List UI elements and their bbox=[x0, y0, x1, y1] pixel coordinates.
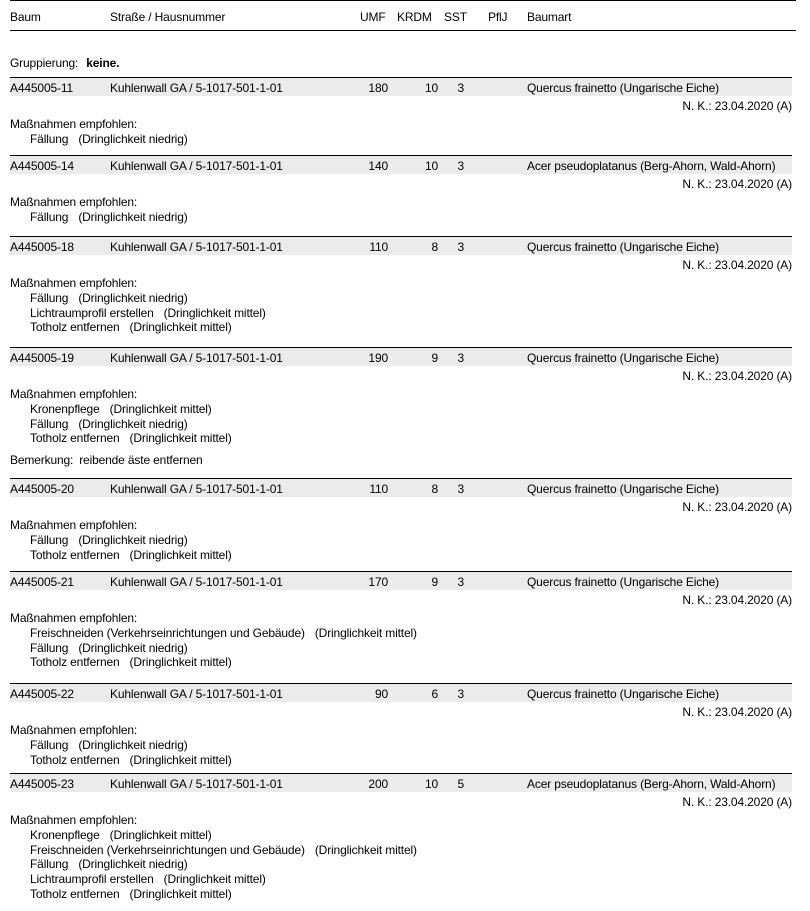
tree-street: Kuhlenwall GA / 5-1017-501-1-01 bbox=[110, 575, 283, 589]
measure-item bbox=[30, 872, 266, 886]
tree-krdm: 10 bbox=[424, 159, 438, 173]
tree-id: A445005-21 bbox=[10, 575, 74, 589]
grouping-label: Gruppierung: bbox=[10, 56, 79, 70]
measure-name: Fällung bbox=[30, 209, 69, 224]
table-row bbox=[10, 773, 792, 792]
measure-name: Totholz entfernen bbox=[30, 320, 120, 335]
tree-sst: 3 bbox=[457, 159, 464, 173]
tree-street: Kuhlenwall GA / 5-1017-501-1-01 bbox=[110, 81, 283, 95]
measure-name: Freischneiden (Verkehrseinrichtungen und Gebäude) bbox=[30, 625, 305, 640]
tree-id: A445005-18 bbox=[10, 240, 74, 254]
measure-item bbox=[30, 887, 232, 901]
measure-urgency: (Dringlichkeit mittel) bbox=[129, 752, 232, 767]
tree-id: A445005-11 bbox=[10, 81, 74, 95]
measure-item bbox=[30, 641, 188, 655]
measure-item bbox=[30, 828, 212, 842]
tree-umf: 180 bbox=[368, 81, 388, 95]
measure-item bbox=[30, 548, 232, 562]
measure-name: Totholz entfernen bbox=[30, 431, 120, 446]
tree-sst: 3 bbox=[457, 575, 464, 589]
tree-species: Quercus frainetto (Ungarische Eiche) bbox=[527, 482, 720, 496]
measure-name: Fällung bbox=[30, 290, 69, 305]
inspection-date: N. K.: 23.04.2020 (A) bbox=[682, 369, 792, 383]
measure-name: Fällung bbox=[30, 737, 69, 752]
tree-krdm: 6 bbox=[431, 687, 438, 701]
measure-urgency: (Dringlichkeit niedrig) bbox=[78, 290, 188, 305]
tree-umf: 190 bbox=[368, 351, 388, 365]
tree-species: Acer pseudoplatanus (Berg-Ahorn, Wald-Ahorn) bbox=[527, 777, 776, 791]
measure-urgency: (Dringlichkeit mittel) bbox=[129, 431, 232, 446]
measure-name: Fällung bbox=[30, 131, 69, 146]
tree-sst: 3 bbox=[457, 81, 464, 95]
grouping-value: keine. bbox=[86, 56, 120, 70]
measure-urgency: (Dringlichkeit niedrig) bbox=[78, 209, 188, 224]
tree-umf: 200 bbox=[368, 777, 388, 791]
tree-street: Kuhlenwall GA / 5-1017-501-1-01 bbox=[110, 159, 283, 173]
tree-species: Quercus frainetto (Ungarische Eiche) bbox=[527, 240, 720, 254]
inspection-date: N. K.: 23.04.2020 (A) bbox=[682, 593, 792, 607]
measure-name: Totholz entfernen bbox=[30, 887, 120, 901]
measure-urgency: (Dringlichkeit mittel) bbox=[129, 547, 232, 562]
measure-urgency: (Dringlichkeit mittel) bbox=[314, 625, 417, 640]
measures-heading: Maßnahmen empfohlen: bbox=[10, 611, 138, 625]
header-krdm: KRDM bbox=[397, 10, 432, 24]
inspection-date: N. K.: 23.04.2020 (A) bbox=[682, 795, 792, 809]
measure-urgency: (Dringlichkeit niedrig) bbox=[78, 737, 188, 752]
measures-heading: Maßnahmen empfohlen: bbox=[10, 518, 138, 532]
measure-item bbox=[30, 655, 232, 669]
measure-item bbox=[30, 753, 232, 767]
grouping-line bbox=[10, 56, 119, 70]
tree-krdm: 8 bbox=[431, 240, 438, 254]
inspection-date: N. K.: 23.04.2020 (A) bbox=[682, 500, 792, 514]
measure-urgency: (Dringlichkeit niedrig) bbox=[78, 416, 188, 431]
tree-umf: 90 bbox=[374, 687, 388, 701]
tree-sst: 5 bbox=[457, 777, 464, 791]
inspection-date: N. K.: 23.04.2020 (A) bbox=[682, 177, 792, 191]
measure-urgency: (Dringlichkeit mittel) bbox=[129, 887, 232, 901]
measure-item bbox=[30, 533, 188, 547]
measure-urgency: (Dringlichkeit niedrig) bbox=[78, 131, 188, 146]
tree-street: Kuhlenwall GA / 5-1017-501-1-01 bbox=[110, 240, 283, 254]
header-baum: Baum bbox=[10, 10, 41, 24]
remark-line bbox=[10, 453, 203, 467]
tree-street: Kuhlenwall GA / 5-1017-501-1-01 bbox=[110, 687, 283, 701]
tree-street: Kuhlenwall GA / 5-1017-501-1-01 bbox=[110, 482, 283, 496]
measure-name: Fällung bbox=[30, 640, 69, 655]
tree-sst: 3 bbox=[457, 351, 464, 365]
tree-species: Quercus frainetto (Ungarische Eiche) bbox=[527, 81, 720, 95]
tree-krdm: 9 bbox=[431, 575, 438, 589]
tree-umf: 110 bbox=[369, 240, 388, 254]
measure-name: Freischneiden (Verkehrseinrichtungen und Gebäude) bbox=[30, 842, 305, 857]
header-strasse: Straße / Hausnummer bbox=[110, 10, 226, 24]
remark-text: reibende äste entfernen bbox=[79, 453, 203, 468]
measure-urgency: (Dringlichkeit mittel) bbox=[129, 320, 232, 335]
tree-sst: 3 bbox=[457, 240, 464, 254]
measure-urgency: (Dringlichkeit niedrig) bbox=[78, 532, 188, 547]
measure-urgency: (Dringlichkeit mittel) bbox=[163, 305, 266, 320]
measures-heading: Maßnahmen empfohlen: bbox=[10, 117, 138, 131]
tree-species: Quercus frainetto (Ungarische Eiche) bbox=[527, 351, 720, 365]
measure-item bbox=[30, 417, 188, 431]
tree-species: Quercus frainetto (Ungarische Eiche) bbox=[527, 687, 720, 701]
tree-species: Quercus frainetto (Ungarische Eiche) bbox=[527, 575, 720, 589]
measure-name: Totholz entfernen bbox=[30, 752, 120, 767]
measures-heading: Maßnahmen empfohlen: bbox=[10, 387, 138, 401]
tree-id: A445005-22 bbox=[10, 687, 74, 701]
table-row bbox=[10, 77, 792, 96]
remark-label: Bemerkung: bbox=[10, 453, 74, 468]
tree-id: A445005-20 bbox=[10, 482, 74, 496]
tree-street: Kuhlenwall GA / 5-1017-501-1-01 bbox=[110, 777, 283, 791]
tree-sst: 3 bbox=[457, 687, 464, 701]
tree-krdm: 9 bbox=[431, 351, 438, 365]
measure-urgency: (Dringlichkeit mittel) bbox=[163, 872, 266, 887]
inspection-date: N. K.: 23.04.2020 (A) bbox=[682, 705, 792, 719]
table-row bbox=[10, 155, 792, 174]
measures-heading: Maßnahmen empfohlen: bbox=[10, 723, 138, 737]
measure-urgency: (Dringlichkeit niedrig) bbox=[78, 640, 188, 655]
measure-item bbox=[30, 738, 188, 752]
header-pflj: PflJ bbox=[488, 10, 508, 24]
measure-urgency: (Dringlichkeit mittel) bbox=[109, 827, 212, 842]
tree-id: A445005-19 bbox=[10, 351, 74, 365]
measures-heading: Maßnahmen empfohlen: bbox=[10, 195, 138, 209]
tree-umf: 140 bbox=[368, 159, 388, 173]
measure-item bbox=[30, 306, 266, 320]
measure-item bbox=[30, 132, 188, 146]
measure-urgency: (Dringlichkeit mittel) bbox=[129, 655, 232, 670]
measure-urgency: (Dringlichkeit mittel) bbox=[314, 842, 417, 857]
measure-name: Totholz entfernen bbox=[30, 655, 120, 670]
measure-name: Fällung bbox=[30, 532, 69, 547]
table-row bbox=[10, 236, 792, 255]
measure-item bbox=[30, 626, 417, 640]
header-baumart: Baumart bbox=[527, 10, 572, 24]
measure-name: Totholz entfernen bbox=[30, 547, 120, 562]
measure-name: Kronenpflege bbox=[30, 827, 100, 842]
tree-street: Kuhlenwall GA / 5-1017-501-1-01 bbox=[110, 351, 283, 365]
measure-urgency: (Dringlichkeit mittel) bbox=[109, 401, 212, 416]
measure-name: Fällung bbox=[30, 857, 69, 872]
tree-species: Acer pseudoplatanus (Berg-Ahorn, Wald-Ahorn) bbox=[527, 159, 776, 173]
measure-item bbox=[30, 402, 212, 416]
tree-krdm: 8 bbox=[431, 482, 438, 496]
measure-item bbox=[30, 210, 188, 224]
measures-heading: Maßnahmen empfohlen: bbox=[10, 813, 138, 827]
table-row bbox=[10, 571, 792, 590]
header-umf: UMF bbox=[360, 10, 386, 24]
measure-name: Lichtraumprofil erstellen bbox=[30, 872, 154, 887]
measure-item bbox=[30, 320, 232, 334]
measures-heading: Maßnahmen empfohlen: bbox=[10, 276, 138, 290]
inspection-date: N. K.: 23.04.2020 (A) bbox=[682, 258, 792, 272]
measure-urgency: (Dringlichkeit niedrig) bbox=[78, 857, 188, 872]
tree-sst: 3 bbox=[457, 482, 464, 496]
tree-id: A445005-14 bbox=[10, 159, 74, 173]
measure-item bbox=[30, 431, 232, 445]
tree-umf: 110 bbox=[369, 482, 388, 496]
measure-name: Kronenpflege bbox=[30, 401, 100, 416]
table-row bbox=[10, 478, 792, 497]
measure-item bbox=[30, 291, 188, 305]
measure-item bbox=[30, 843, 417, 857]
inspection-date: N. K.: 23.04.2020 (A) bbox=[682, 99, 792, 113]
table-row bbox=[10, 347, 792, 366]
tree-krdm: 10 bbox=[424, 81, 438, 95]
header-sst: SST bbox=[444, 10, 467, 24]
table-header bbox=[10, 0, 796, 31]
measure-name: Fällung bbox=[30, 416, 69, 431]
measure-name: Lichtraumprofil erstellen bbox=[30, 305, 154, 320]
tree-krdm: 10 bbox=[424, 777, 438, 791]
tree-id: A445005-23 bbox=[10, 777, 74, 791]
measure-item bbox=[30, 857, 188, 871]
table-row bbox=[10, 683, 792, 702]
tree-umf: 170 bbox=[368, 575, 388, 589]
